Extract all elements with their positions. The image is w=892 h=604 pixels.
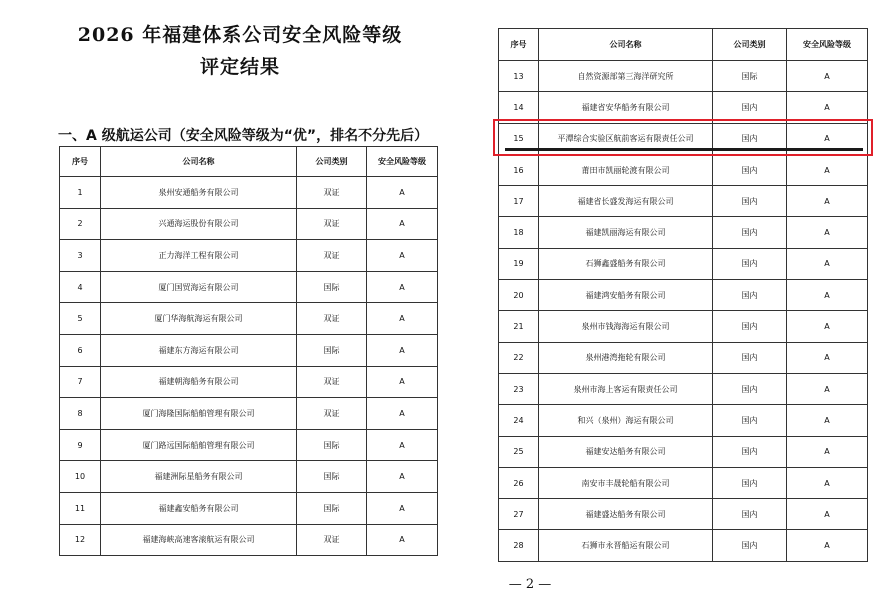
header-company-category: 公司类别	[713, 29, 787, 61]
cell-risk-rating: A	[787, 61, 868, 92]
cell-seq: 28	[499, 530, 539, 561]
cell-company-name: 石狮市永晋船运有限公司	[539, 530, 713, 561]
cell-company-name: 泉州市海上客运有限责任公司	[539, 373, 713, 404]
cell-company-name: 福建朝海船务有限公司	[101, 366, 297, 398]
table-row	[499, 530, 868, 561]
cell-risk-rating: A	[787, 342, 868, 373]
table-row	[60, 492, 438, 524]
table-row	[499, 436, 868, 467]
table-row	[499, 280, 868, 311]
cell-risk-rating: A	[787, 154, 868, 185]
cell-risk-rating: A	[367, 524, 438, 556]
table-row	[60, 334, 438, 366]
cell-company-name: 福建凯丽海运有限公司	[539, 217, 713, 248]
cell-company-name: 福建盛达船务有限公司	[539, 499, 713, 530]
table-row	[60, 240, 438, 272]
table-row	[60, 208, 438, 240]
table-row	[60, 366, 438, 398]
cell-company-name: 兴通海运股份有限公司	[101, 208, 297, 240]
cell-company-category: 双证	[297, 524, 367, 556]
cell-seq: 7	[60, 366, 101, 398]
highlight-box	[493, 119, 873, 156]
cell-seq: 23	[499, 373, 539, 404]
cell-seq: 25	[499, 436, 539, 467]
table-row	[60, 177, 438, 209]
header-company-category: 公司类别	[297, 147, 367, 177]
cell-seq: 5	[60, 303, 101, 335]
cell-company-name: 南安市丰晟轮船有限公司	[539, 467, 713, 498]
table-row	[499, 248, 868, 279]
cell-seq: 27	[499, 499, 539, 530]
table-row	[499, 373, 868, 404]
table-header-row	[499, 29, 868, 61]
table-row	[499, 186, 868, 217]
cell-company-name: 石狮鑫盛船务有限公司	[539, 248, 713, 279]
cell-seq: 24	[499, 405, 539, 436]
cell-risk-rating: A	[367, 366, 438, 398]
cell-seq: 12	[60, 524, 101, 556]
cell-seq: 13	[499, 61, 539, 92]
cell-company-category: 国内	[713, 311, 787, 342]
cell-seq: 16	[499, 154, 539, 185]
cell-risk-rating: A	[367, 461, 438, 493]
cell-company-category: 国际	[297, 334, 367, 366]
cell-seq: 3	[60, 240, 101, 272]
cell-seq: 1	[60, 177, 101, 209]
cell-company-category: 国内	[713, 186, 787, 217]
cell-company-category: 双证	[297, 366, 367, 398]
cell-company-category: 国内	[713, 217, 787, 248]
cell-risk-rating: A	[787, 499, 868, 530]
cell-company-category: 双证	[297, 398, 367, 430]
cell-company-name: 福建鸿安船务有限公司	[539, 280, 713, 311]
cell-seq: 2	[60, 208, 101, 240]
cell-company-category: 双证	[297, 303, 367, 335]
header-risk-rating: 安全风险等级	[367, 147, 438, 177]
cell-company-name: 泉州市钱海海运有限公司	[539, 311, 713, 342]
table-row	[60, 398, 438, 430]
cell-risk-rating: A	[787, 123, 868, 154]
document-subtitle: 评定结果	[199, 56, 280, 78]
table-row	[60, 429, 438, 461]
cell-company-category: 国内	[713, 342, 787, 373]
cell-company-name: 福建海峡高速客滚航运有限公司	[101, 524, 297, 556]
cell-risk-rating: A	[787, 186, 868, 217]
cell-company-category: 国内	[713, 467, 787, 498]
cell-company-category: 国内	[713, 530, 787, 561]
table-row	[499, 499, 868, 530]
header-company-name: 公司名称	[101, 147, 297, 177]
cell-company-name: 福建鑫安船务有限公司	[101, 492, 297, 524]
cell-company-name: 泉州安通船务有限公司	[101, 177, 297, 209]
cell-risk-rating: A	[367, 177, 438, 209]
cell-company-category: 双证	[297, 208, 367, 240]
cell-company-category: 国际	[297, 429, 367, 461]
cell-seq: 26	[499, 467, 539, 498]
cell-seq: 15	[499, 123, 539, 154]
table-row	[499, 154, 868, 185]
header-risk-rating: 安全风险等级	[787, 29, 868, 61]
cell-company-category: 国际	[297, 492, 367, 524]
cell-seq: 9	[60, 429, 101, 461]
cell-company-name: 福建省长盛发海运有限公司	[539, 186, 713, 217]
cell-company-category: 双证	[297, 177, 367, 209]
cell-seq: 6	[60, 334, 101, 366]
cell-company-category: 国内	[713, 373, 787, 404]
cell-company-category: 国际	[713, 61, 787, 92]
table-row	[499, 342, 868, 373]
header-company-name: 公司名称	[539, 29, 713, 61]
cell-risk-rating: A	[367, 398, 438, 430]
cell-company-name: 正力海洋工程有限公司	[101, 240, 297, 272]
cell-risk-rating: A	[787, 92, 868, 123]
table-row	[60, 271, 438, 303]
cell-risk-rating: A	[787, 530, 868, 561]
cell-company-name: 厦门国贸海运有限公司	[101, 271, 297, 303]
cell-seq: 22	[499, 342, 539, 373]
cell-company-category: 国内	[713, 248, 787, 279]
cell-company-name: 福建安达船务有限公司	[539, 436, 713, 467]
cell-company-name: 莆田市凯丽轮渡有限公司	[539, 154, 713, 185]
cell-risk-rating: A	[787, 311, 868, 342]
cell-company-category: 双证	[297, 240, 367, 272]
table-row	[499, 311, 868, 342]
cell-company-category: 国际	[297, 271, 367, 303]
cell-risk-rating: A	[367, 240, 438, 272]
cell-risk-rating: A	[787, 436, 868, 467]
section-heading: 一、A 级航运公司（安全风险等级为“优”，排名不分先后）	[58, 128, 429, 144]
table-row	[60, 303, 438, 335]
table-row	[60, 524, 438, 556]
cell-company-name: 福建东方海运有限公司	[101, 334, 297, 366]
table-row	[499, 405, 868, 436]
table-row	[499, 61, 868, 92]
cell-company-category: 国内	[713, 92, 787, 123]
cell-company-category: 国内	[713, 405, 787, 436]
cell-company-name: 福建省安华船务有限公司	[539, 92, 713, 123]
cell-company-category: 国内	[713, 436, 787, 467]
cell-company-name: 自然资源部第三海洋研究所	[539, 61, 713, 92]
cell-company-name: 福建洲际星船务有限公司	[101, 461, 297, 493]
cell-risk-rating: A	[367, 271, 438, 303]
cell-seq: 19	[499, 248, 539, 279]
cell-risk-rating: A	[787, 467, 868, 498]
cell-risk-rating: A	[367, 429, 438, 461]
cell-company-name: 泉州港湾拖轮有限公司	[539, 342, 713, 373]
table-row	[60, 461, 438, 493]
cell-risk-rating: A	[787, 280, 868, 311]
cell-company-name: 厦门华海航海运有限公司	[101, 303, 297, 335]
table-row	[499, 217, 868, 248]
cell-seq: 21	[499, 311, 539, 342]
cell-company-category: 国内	[713, 154, 787, 185]
cell-risk-rating: A	[787, 373, 868, 404]
cell-company-category: 国内	[713, 123, 787, 154]
cell-seq: 10	[60, 461, 101, 493]
cell-company-name: 厦门海隆国际船舶管理有限公司	[101, 398, 297, 430]
left-results-table	[59, 146, 438, 556]
right-results-table	[498, 28, 868, 562]
cell-company-name: 和兴（泉州）海运有限公司	[539, 405, 713, 436]
cell-company-category: 国内	[713, 280, 787, 311]
cell-company-category: 国际	[297, 461, 367, 493]
page-number: — 2 —	[508, 577, 552, 592]
cell-company-category: 国内	[713, 499, 787, 530]
document-title: 2026 年福建体系公司安全风险等级	[77, 24, 403, 46]
header-seq: 序号	[60, 147, 101, 177]
header-seq: 序号	[499, 29, 539, 61]
cell-seq: 11	[60, 492, 101, 524]
cell-risk-rating: A	[367, 208, 438, 240]
cell-risk-rating: A	[787, 217, 868, 248]
cell-seq: 20	[499, 280, 539, 311]
cell-risk-rating: A	[787, 405, 868, 436]
cell-seq: 4	[60, 271, 101, 303]
cell-risk-rating: A	[367, 303, 438, 335]
cell-seq: 17	[499, 186, 539, 217]
cell-company-name: 厦门路远国际船舶管理有限公司	[101, 429, 297, 461]
cell-seq: 14	[499, 92, 539, 123]
cell-seq: 8	[60, 398, 101, 430]
cell-company-name: 平潭综合实验区航前客运有限责任公司	[539, 123, 713, 154]
cell-risk-rating: A	[787, 248, 868, 279]
cell-risk-rating: A	[367, 334, 438, 366]
cell-seq: 18	[499, 217, 539, 248]
table-row	[499, 467, 868, 498]
table-header-row	[60, 147, 438, 177]
cell-risk-rating: A	[367, 492, 438, 524]
